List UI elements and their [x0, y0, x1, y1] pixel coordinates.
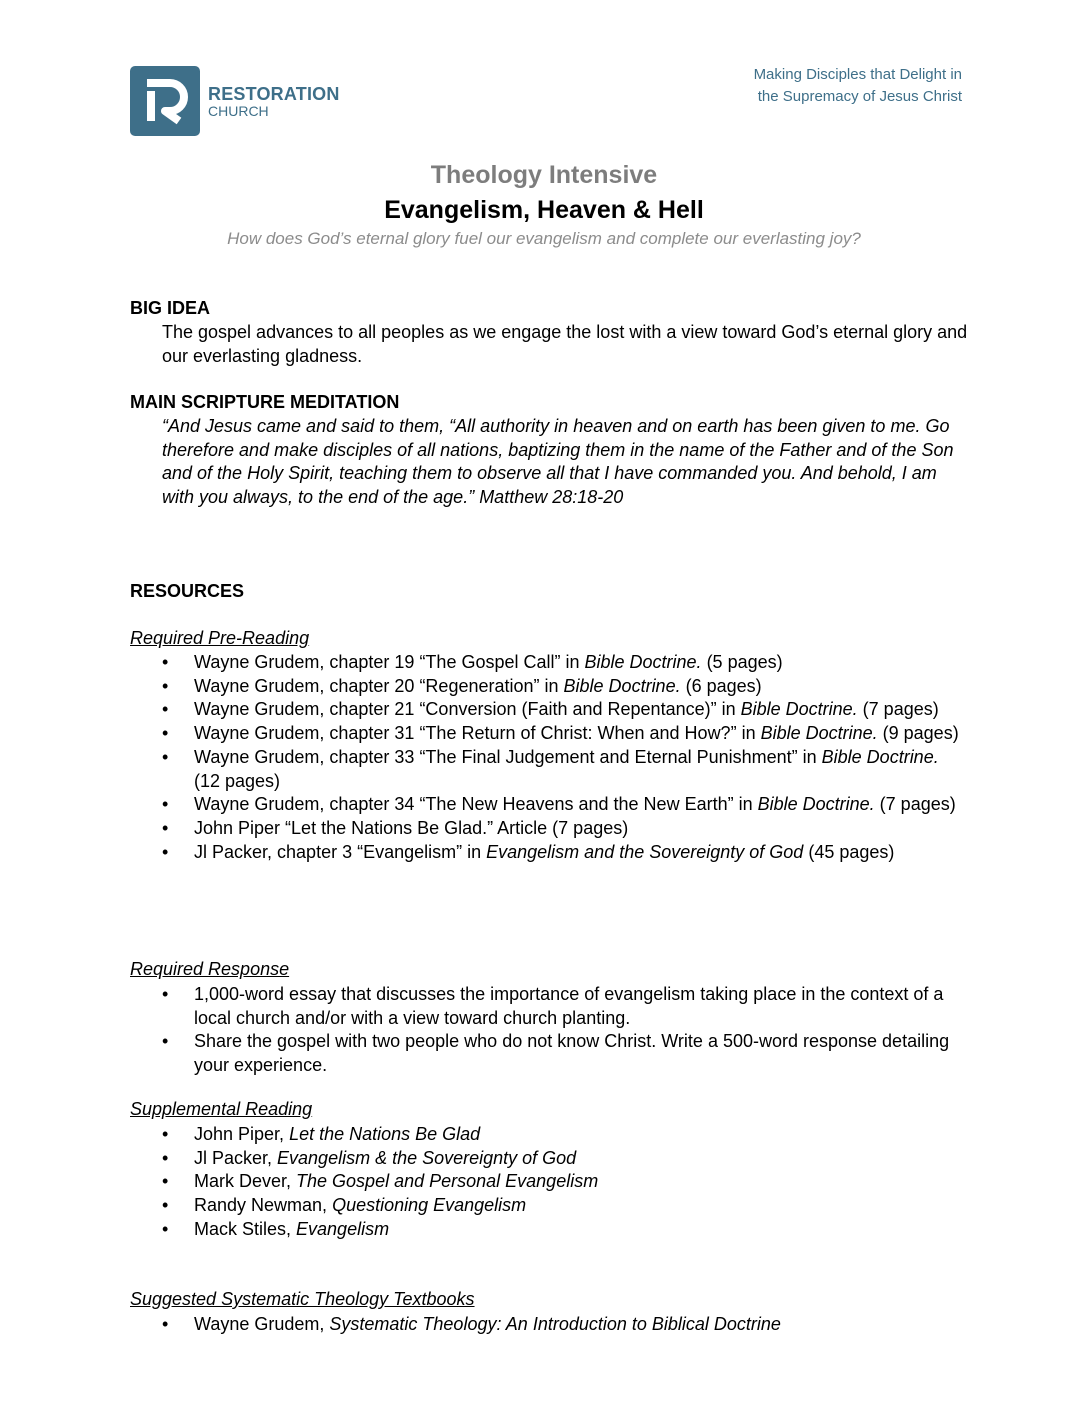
logo-wordmark [208, 85, 340, 118]
supplemental-label: Supplemental Reading [130, 1099, 313, 1119]
church-logo [130, 66, 340, 136]
bullet: • [162, 1124, 169, 1144]
big-idea-text: The gospel advances to all peoples as we engage the lost with a view toward God’s eternal glory and our everlasting gladness. [162, 322, 968, 366]
page-subtitle: Evangelism, Heaven & Hell [384, 196, 704, 224]
bullet: • [162, 1314, 169, 1334]
list-item: • Wayne Grudem, chapter 20 “Regeneration” in Bible Doctrine. (6 pages) [162, 675, 962, 699]
list-item: • Jl Packer, chapter 3 “Evangelism” in Evangelism and the Sovereignty of God (45 pages) [162, 841, 962, 865]
list-item: • Wayne Grudem, chapter 19 “The Gospel Call” in Bible Doctrine. (5 pages) [162, 651, 962, 675]
pre-reading-list [162, 651, 962, 864]
bullet: • [162, 1171, 169, 1192]
list-item: • 1,000-word essay that discusses the importance of evangelism taking place in the context of a local church and/or with a view toward church planting. [162, 984, 944, 1028]
response-list [162, 983, 962, 1078]
list-item: • Wayne Grudem, chapter 33 “The Final Judgement and Eternal Punishment” in Bible Doctrine. (12 pages) [162, 746, 939, 791]
list-item: • Share the gospel with two people who do not know Christ. Write a 500-word response detailing your experience. [162, 1031, 950, 1076]
bullet: • [162, 794, 169, 815]
big-idea-heading: BIG IDEA [130, 298, 211, 318]
list-item: • Jl Packer, Evangelism & the Sovereignty of God [162, 1147, 962, 1171]
list-item: • Mack Stiles, Evangelism [162, 1218, 962, 1242]
bullet: • [162, 746, 169, 767]
scripture-heading: MAIN SCRIPTURE MEDITATION [130, 392, 400, 412]
church-tagline [754, 64, 962, 108]
textbooks-list [162, 1313, 962, 1337]
response-label: Required Response [130, 959, 290, 979]
resources-heading: RESOURCES [130, 581, 245, 601]
bullet: • [162, 652, 169, 672]
guiding-question: How does God’s eternal glory fuel our evangelism and complete our everlasting joy? [227, 229, 861, 248]
list-item: • John Piper “Let the Nations Be Glad.” Article (7 pages) [162, 817, 962, 841]
supplemental-list [162, 1123, 962, 1242]
pre-reading-label: Required Pre-Reading [130, 628, 310, 648]
bullet: • [162, 841, 169, 862]
textbooks-label: Suggested Systematic Theology Textbooks [130, 1289, 475, 1309]
bullet: • [162, 1147, 169, 1168]
list-item: • John Piper, Let the Nations Be Glad [162, 1123, 962, 1147]
list-item: • Wayne Grudem, chapter 34 “The New Heavens and the New Earth” in Bible Doctrine. (7 pages) [162, 793, 962, 817]
bullet: • [162, 699, 169, 720]
bullet: • [162, 1195, 169, 1216]
list-item: • Wayne Grudem, chapter 31 “The Return of Christ: When and How?” in Bible Doctrine. (9 pages) [162, 722, 962, 746]
tagline-line2: the Supremacy of Jesus Christ [757, 88, 962, 105]
bullet: • [162, 817, 169, 838]
page-title: Theology Intensive [430, 161, 658, 189]
r-logo-icon [130, 66, 200, 136]
tagline-line1: Making Disciples that Delight in [753, 66, 962, 83]
list-item: • Randy Newman, Questioning Evangelism [162, 1194, 962, 1218]
scripture-text: “And Jesus came and said to them, “All authority in heaven and on earth has been given to me. Go therefore and make disciples of all nations, baptizing them in the name of the Father and of the Son and of the Holy Spirit, teaching them to observe all that I have commanded you. And behold, I am with you always, to the end of the age.” Matthew 28:18-20 [162, 416, 954, 507]
logo-line2: CHURCH [208, 102, 269, 119]
list-item: • Mark Dever, The Gospel and Personal Evangelism [162, 1170, 962, 1194]
bullet: • [162, 675, 169, 696]
bullet: • [162, 723, 169, 744]
bullet: • [162, 1031, 169, 1052]
list-item: • Wayne Grudem, Systematic Theology: An Introduction to Biblical Doctrine [162, 1313, 962, 1337]
logo-line1: RESTORATION [208, 83, 340, 104]
bullet: • [162, 984, 169, 1004]
list-item: • Wayne Grudem, chapter 21 “Conversion (Faith and Repentance)” in Bible Doctrine. (7 pages) [162, 698, 962, 722]
bullet: • [162, 1218, 169, 1239]
